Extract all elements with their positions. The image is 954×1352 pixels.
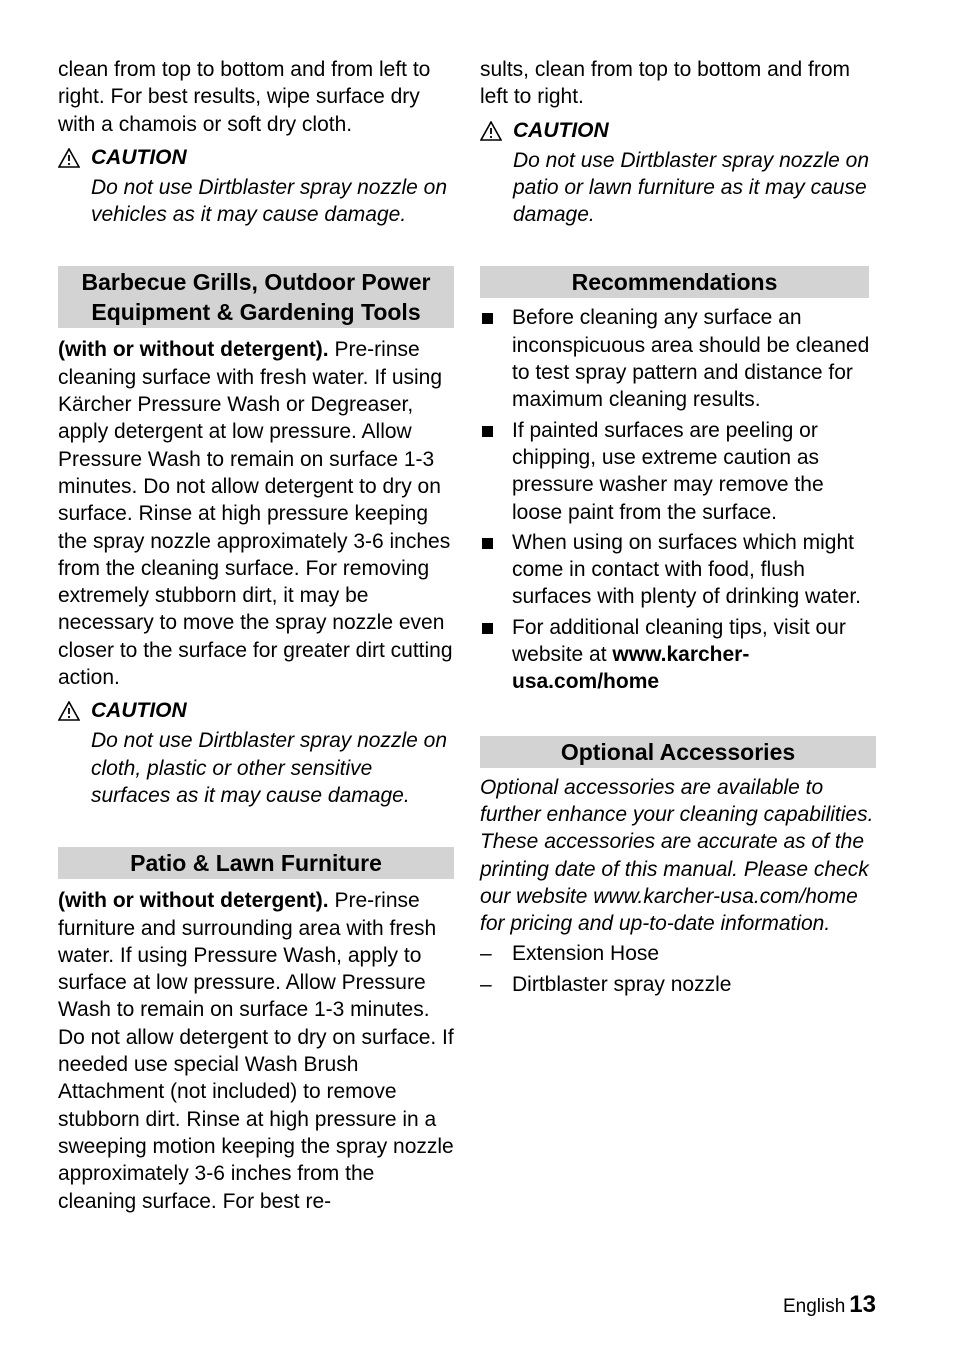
caution-label: CAUTION: [91, 699, 187, 723]
section-heading-patio: Patio & Lawn Furniture: [58, 847, 454, 879]
caution-text: Do not use Dirtblaster spray nozzle on vehicles as it may cause damage.: [91, 175, 448, 227]
section-lead: (with or without detergent).: [58, 889, 329, 913]
section-heading-barbecue: Barbecue Grills, Outdoor Power Equipment & Gardening Tools: [58, 266, 454, 328]
section-text: Pre-rinse furniture and surrounding area with fresh water. If using Pressure Wash, apply to surface at low pressure. Allow Pressure Wash to remain on surface 1-3 minutes. Do not allow detergent to dry on surface. If needed use special Wash Brush Attachment (not included) to remove stubborn dirt. Rinse at high pressure in a sweeping motion keeping the spray nozzle approximately 3-6 inches from the cleaning surface. For best re-: [58, 889, 454, 1213]
left-column: [58, 56, 454, 1215]
list-item: When using on surfaces which might come in contact with food, flush surfaces with plenty of drinking water.: [480, 529, 876, 611]
caution-text: Do not use Dirtblaster spray nozzle on patio or lawn furniture as it may cause damage.: [513, 148, 870, 227]
list-item: – Dirtblaster spray nozzle: [480, 972, 732, 996]
bullet-square-icon: [482, 313, 493, 324]
section-body-barbecue: [58, 336, 454, 691]
page-number: 13: [849, 1291, 876, 1318]
right-intro-text: sults, clean from top to bottom and from left to right.: [480, 58, 851, 109]
accessories-list: [480, 940, 876, 998]
section-lead: (with or without detergent).: [58, 338, 329, 362]
warning-triangle-icon: [58, 701, 80, 721]
warning-triangle-icon: [480, 121, 502, 141]
page-footer: [783, 1290, 876, 1322]
recommendations-list: [480, 304, 876, 695]
caution-label: CAUTION: [91, 145, 187, 169]
list-item: If painted surfaces are peeling or chipping, use extreme caution as pressure washer may remove the loose paint from the surface.: [480, 417, 876, 526]
accessories-intro: Optional accessories are available to further enhance your cleaning capabilities. These accessories are accurate as of the printing date of this manual. Please check our website www.karcher-usa.com/home for pricing and up-to-date information.: [480, 775, 874, 936]
list-item: – Extension Hose: [480, 942, 660, 966]
section-text: Pre-rinse cleaning surface with fresh water. If using Kärcher Pressure Wash or Degreaser, apply detergent at low pressure. Allow Pressure Wash to remain on surface 1-3 minutes. Do not allow detergent to dry on surface. Rinse at high pressure keeping the spray nozzle approximately 3-6 inches from the cleaning surface. For removing extremely stubborn dirt, it may be necessary to move the spray nozzle even closer to the surface for greater dirt cutting action.: [58, 338, 453, 690]
section-heading-accessories: Optional Accessories: [480, 736, 876, 768]
right-column: [480, 56, 876, 998]
caution-heading: [480, 117, 876, 145]
list-item: Before cleaning any surface an inconspicuous area should be cleaned to test spray pattern and distance for maximum cleaning results.: [480, 304, 876, 413]
section-heading-recommendations: Recommendations: [480, 266, 869, 298]
bullet-square-icon: [482, 623, 493, 634]
bullet-square-icon: [482, 538, 493, 549]
bullet-square-icon: [482, 426, 493, 437]
website-link[interactable]: www.karcher-usa.com/home: [512, 643, 750, 694]
warning-triangle-icon: [58, 148, 80, 168]
list-item: For additional cleaning tips, visit our website at www.karcher-usa.com/home: [480, 614, 876, 696]
caution-label: CAUTION: [513, 118, 609, 142]
left-intro-text: clean from top to bottom and from left to right. For best results, wipe surface dry with a chamois or soft dry cloth.: [58, 58, 431, 136]
footer-language: English: [782, 1296, 846, 1317]
caution-text: Do not use Dirtblaster spray nozzle on cloth, plastic or other sensitive surfaces as it may cause damage.: [91, 729, 448, 807]
caution-heading: [58, 697, 454, 725]
section-body-patio: [58, 887, 454, 1215]
caution-heading: [58, 144, 454, 172]
